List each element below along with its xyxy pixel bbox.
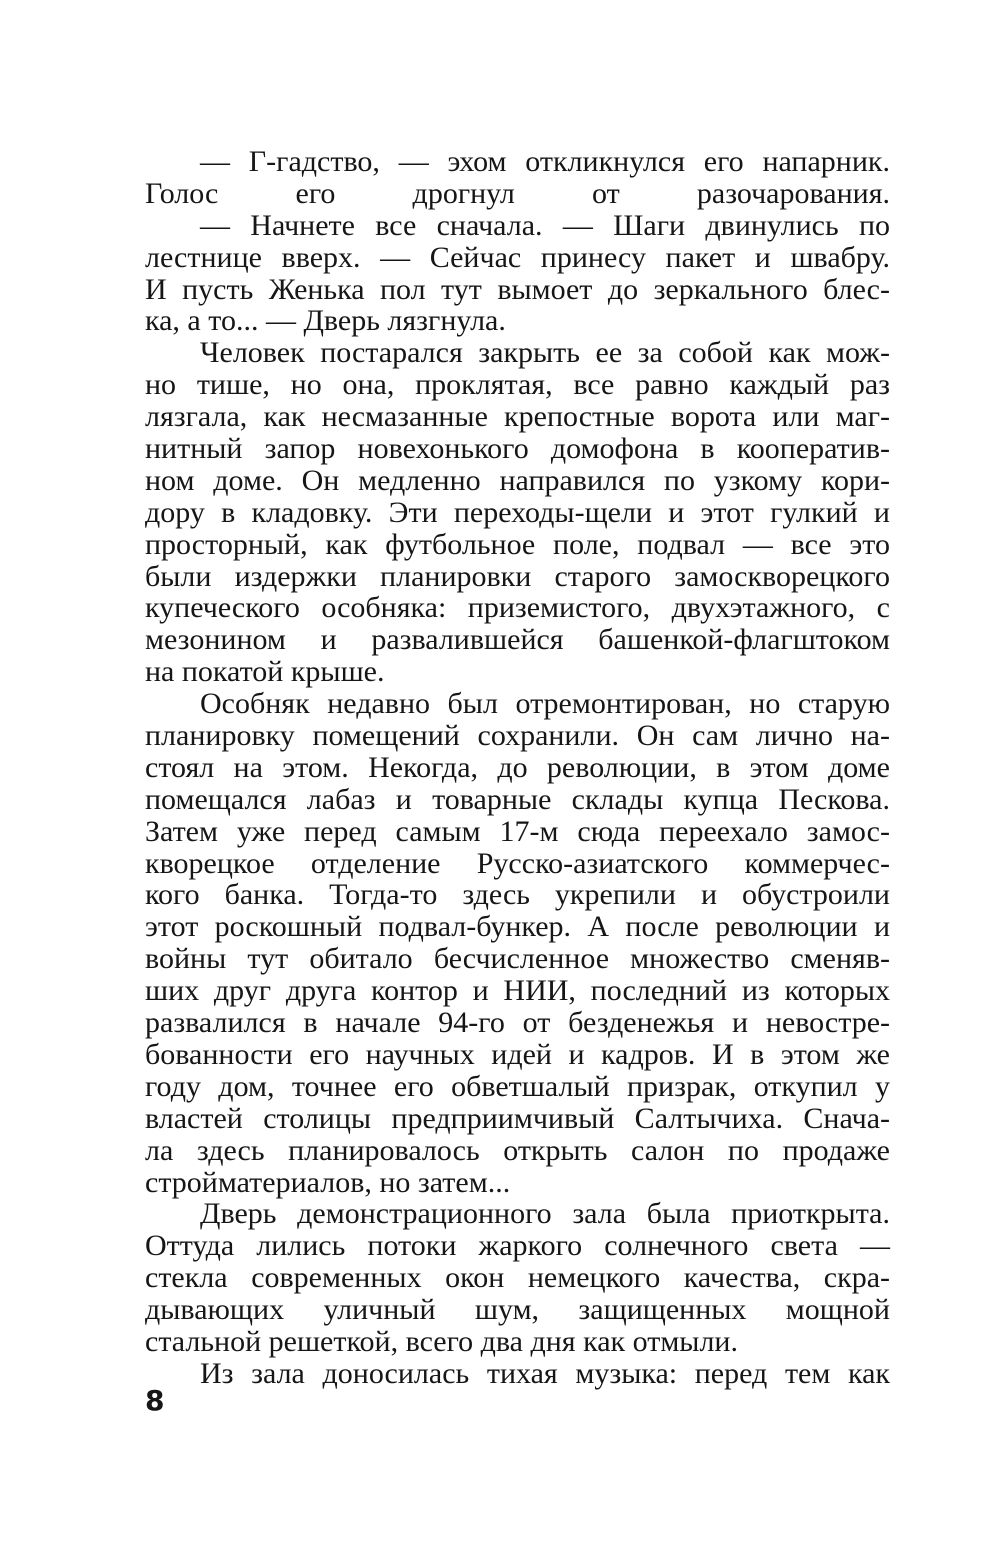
text-line: мезонином и развалившейся башенкой-флагштоком [145,623,890,657]
text-line: дывающих уличный шум, защищенных мощной [145,1293,890,1327]
text-line: на покатой крыше. [145,655,385,689]
text-line: лестнице вверх. — Сейчас принесу пакет и швабру. [145,240,890,274]
text-line: войны тут обитало бесчисленное множество сменяв- [145,942,890,976]
text-line: планировку помещений сохранили. Он сам лично на- [145,719,890,753]
text-line: ном доме. Он медленно направился по узкому кори- [145,463,890,497]
text-line: — Начнете все сначала. — Шаги двинулись по [200,208,890,242]
text-line: ка, а то... — Дверь лязгнула. [145,304,506,338]
text-line: купеческого особняка: приземистого, двухэтажного, с [145,591,890,625]
text-line: властей столицы предприимчивый Салтычиха. Снача- [145,1101,890,1135]
text-line: году дом, точнее его обветшалый призрак, откупил у [145,1069,890,1103]
text-line: лязгала, как несмазанные крепостные ворота или маг- [145,400,890,434]
text-line: Голос его дрогнул от разочарования. [145,176,890,210]
page-number: 8 [145,1384,165,1417]
text-line: помещался лабаз и товарные склады купца Пескова. [145,782,890,816]
text-line: Затем уже перед самым 17-м сюда переехало замос- [145,814,890,848]
text-line: стальной решеткой, всего два дня как отмыли. [145,1324,738,1358]
text-line: стекла современных окон немецкого качества, скра- [145,1261,890,1295]
text-line: просторный, как футбольное поле, подвал — все это [145,527,890,561]
text-line: но тише, но она, проклятая, все равно каждый раз [145,368,890,402]
text-line: развалился в начале 94-го от безденежья и невостре- [145,1006,890,1040]
text-line: Человек постарался закрыть ее за собой как мож- [200,336,890,370]
text-line: были издержки планировки старого замоскворецкого [145,559,890,593]
text-line: нитный запор новехонького домофона в кооператив- [145,432,890,466]
text-line: ла здесь планировалось открыть салон по продаже [145,1133,890,1167]
text-line: дору в кладовку. Эти переходы-щели и этот гулкий и [145,495,890,529]
text-line: Оттуда лились потоки жаркого солнечного света — [145,1229,890,1263]
book-page-text [145,146,890,1390]
text-line: этот роскошный подвал-бункер. А после революции и [145,910,890,944]
text-line: И пусть Женька пол тут вымоет до зеркального блес- [145,272,890,306]
text-line: бованности его научных идей и кадров. И в этом же [145,1037,890,1071]
text-line: — Г-гадство, — эхом откликнулся его напарник. [200,145,890,178]
text-line: стоял на этом. Некогда, до революции, в этом доме [145,750,890,784]
text-line: кворецкое отделение Русско-азиатского коммерчес- [145,846,890,880]
text-line: ших друг друга контор и НИИ, последний из которых [145,974,890,1008]
text-line: кого банка. Тогда-то здесь укрепили и обустроили [145,878,890,912]
text-line: Особняк недавно был отремонтирован, но старую [200,687,890,721]
text-line: стройматериалов, но затем... [145,1165,511,1199]
text-line: Из зала доносилась тихая музыка: перед тем как [200,1356,890,1390]
text-line: Дверь демонстрационного зала была приоткрыта. [200,1197,890,1231]
